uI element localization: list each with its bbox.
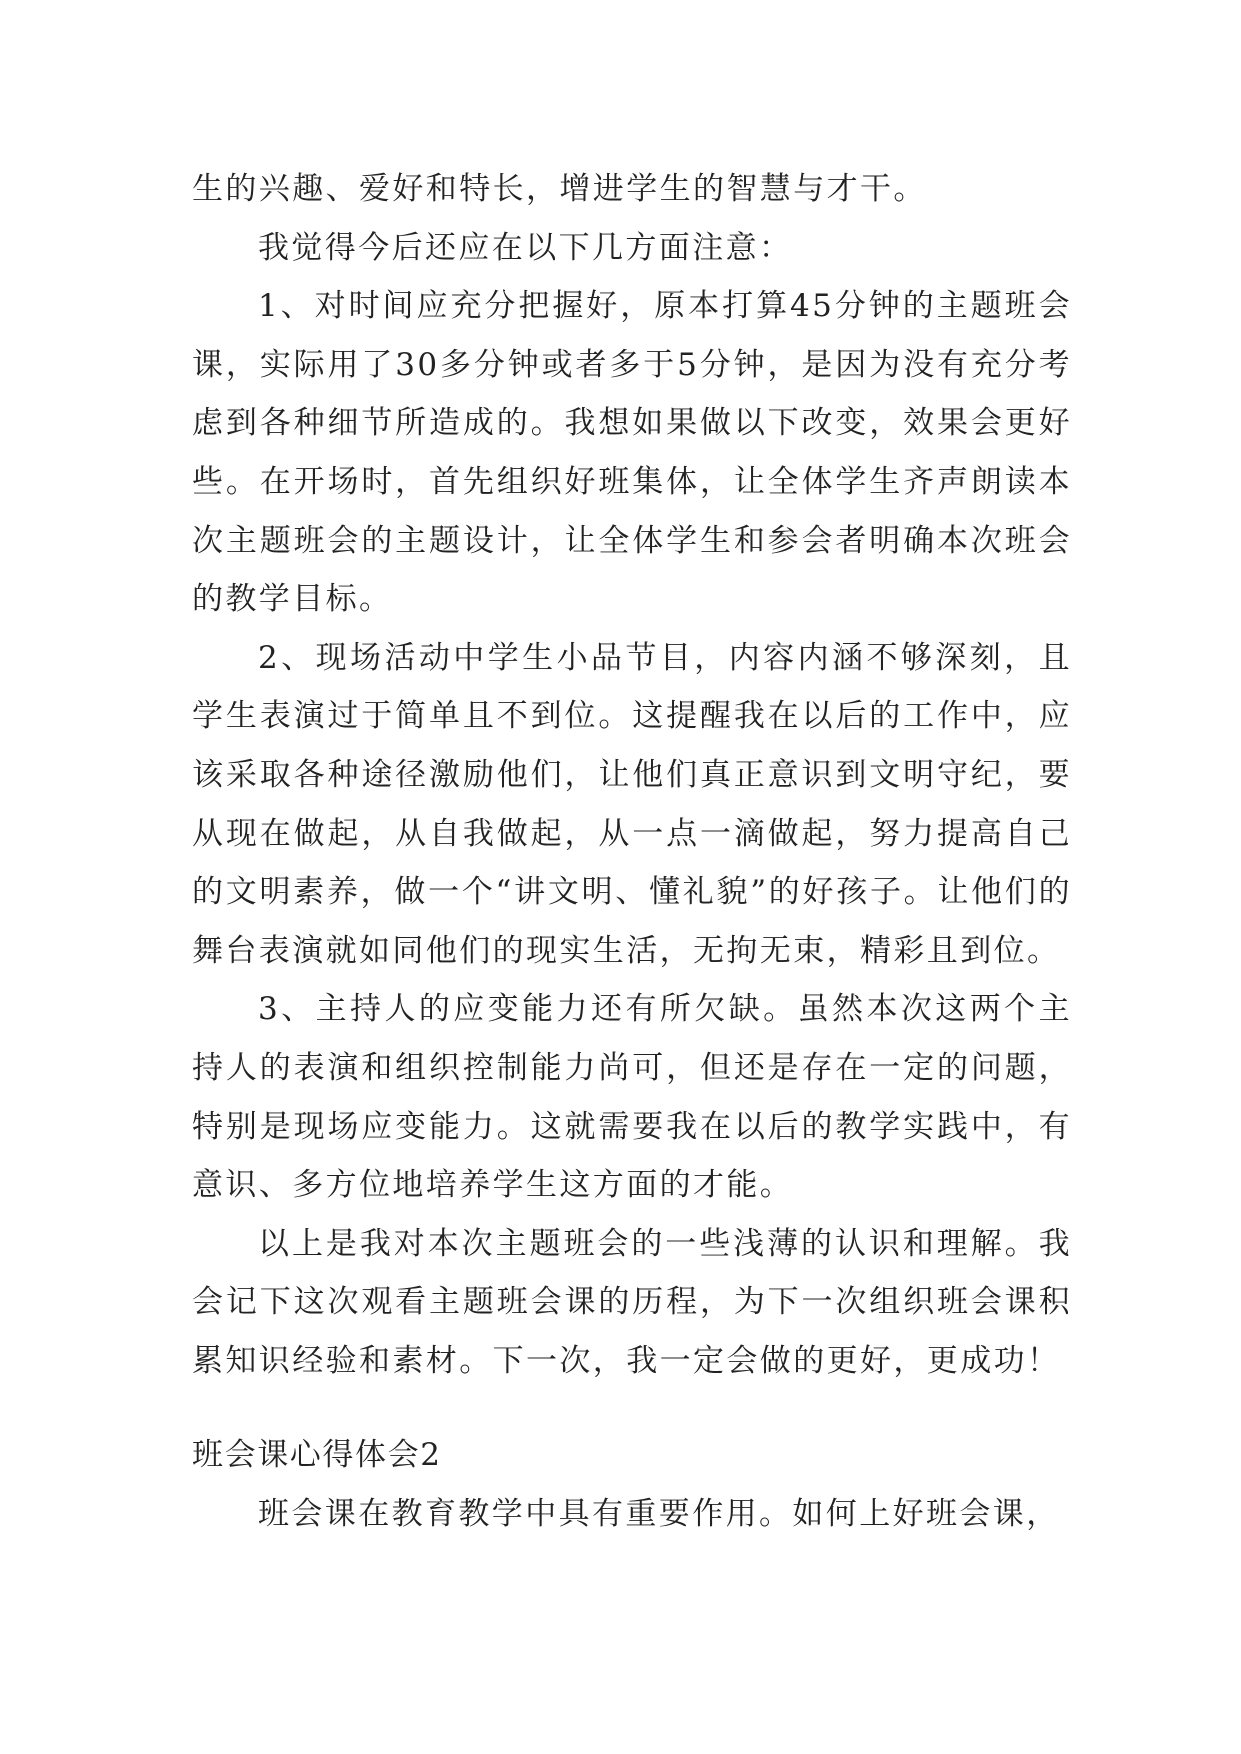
document-body xyxy=(192,160,1072,1544)
paragraph-intro-list: 我觉得今后还应在以下几方面注意： xyxy=(258,229,793,266)
section-heading: 班会课心得体会2 xyxy=(192,1437,442,1474)
paragraph-point-2: 2、现场活动中学生小品节目，内容内涵不够深刻，且学生表演过于简单且不到位。这提醒我在以后的工作中，应该采取各种途径激励他们，让他们真正意识到文明守纪，要从现在做起，从自我做起，从一点一滴做起，努力提高自己的文明素养，做一个“讲文明、懂礼貌”的好孩子。让他们的舞台表演就如同他们的现实生活，无拘无束，精彩且到位。 xyxy=(192,639,1072,969)
paragraph-continuation: 生的兴趣、爱好和特长，增进学生的智慧与才干。 xyxy=(192,171,927,207)
paragraph-point-1: 1、对时间应充分把握好，原本打算45分钟的主题班会课，实际用了30多分钟或者多于5分钟，是因为没有充分考虑到各种细节所造成的。我想如果做以下改变，效果会更好些。在开场时，首先组织好班集体，让全体学生齐声朗读本次主题班会的主题设计，让全体学生和参会者明确本次班会的教学目标。 xyxy=(192,288,1072,618)
paragraph-section2-first: 班会课在教育教学中具有重要作用。如何上好班会课， xyxy=(258,1496,1060,1533)
paragraph-conclusion: 以上是我对本次主题班会的一些浅薄的认识和理解。我会记下这次观看主题班会课的历程，为下一次组织班会课积累知识经验和素材。下一次，我一定会做的更好，更成功！ xyxy=(192,1225,1072,1379)
paragraph-point-3: 3、主持人的应变能力还有所欠缺。虽然本次这两个主持人的表演和组织控制能力尚可，但还是存在一定的问题，特别是现场应变能力。这就需要我在以后的教学实践中，有意识、多方位地培养学生这方面的才能。 xyxy=(192,991,1072,1204)
